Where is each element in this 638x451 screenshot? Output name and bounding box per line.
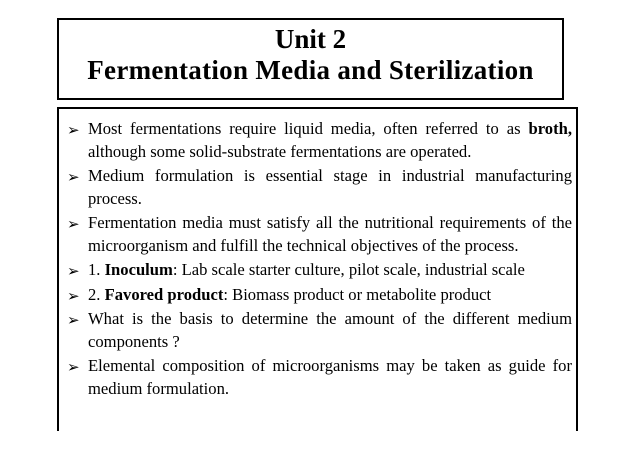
bullet-item: ➢ What is the basis to determine the amount of the different medium components ?	[67, 309, 572, 351]
slide-title-unit: Unit 2	[274, 24, 347, 54]
arrowhead-bullet-icon: ➢	[67, 121, 80, 139]
bullet-item: ➢ 1. Inoculum: Lab scale starter culture, pilot scale, industrial scale	[67, 259, 572, 282]
title-box	[57, 18, 564, 100]
bullet-item: ➢ Elemental composition of microorganisms may be taken as guide for medium formulation.	[67, 356, 572, 398]
arrowhead-bullet-icon: ➢	[67, 286, 80, 305]
content-box	[57, 107, 578, 431]
arrowhead-bullet-icon: ➢	[67, 262, 80, 280]
arrowhead-bullet-icon: ➢	[67, 215, 80, 233]
arrowhead-bullet-icon: ➢	[67, 358, 80, 376]
slide-title-topic: Fermentation Media and Sterilization	[87, 55, 534, 85]
bullet-item: ➢ 2. Favored product: Biomass product or metabolite product	[67, 284, 572, 307]
arrowhead-bullet-icon: ➢	[67, 168, 80, 186]
bullet-list	[59, 109, 576, 400]
bullet-item: ➢ Fermentation media must satisfy all the nutritional requirements of the microorganism and fulfill the technical objectives of the process.	[67, 213, 572, 255]
arrowhead-bullet-icon: ➢	[67, 311, 80, 329]
bullet-item: ➢ Medium formulation is essential stage in industrial manufacturing process.	[67, 166, 572, 208]
bullet-item: ➢ Most fermentations require liquid media, often referred to as broth, although some solid-substrate fermentations are operated.	[67, 119, 572, 161]
